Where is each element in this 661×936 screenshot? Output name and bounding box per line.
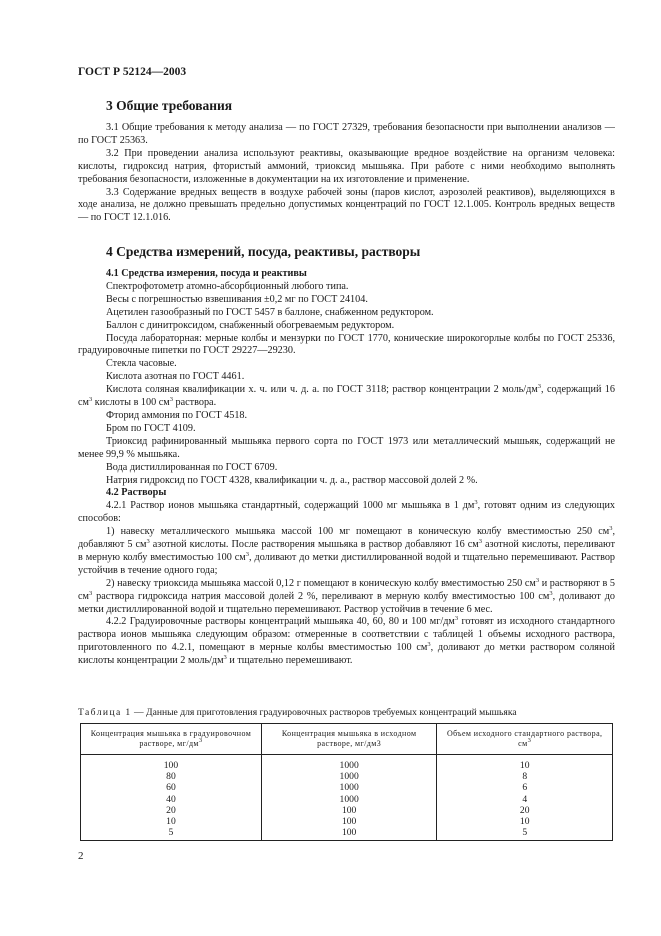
- list-item: Кислота азотная по ГОСТ 4461.: [106, 371, 245, 383]
- table-row: [81, 782, 613, 793]
- list-item: Бром по ГОСТ 4109.: [106, 422, 196, 434]
- table-cell: 1000: [261, 771, 437, 782]
- table-cell: 100: [261, 827, 437, 841]
- paragraph-3-1: 3.1 Общие требования к методу анализа — по ГОСТ 27329, требования безопасности при выполнении анализов — по ГОСТ 25363.: [78, 122, 615, 146]
- table-cell: 100: [261, 805, 437, 816]
- section-4-title: 4 Средства измерений, посуда, реактивы, растворы: [106, 244, 421, 259]
- table-cell: 10: [437, 755, 613, 772]
- section-4-body: [78, 268, 615, 668]
- table-row: [81, 805, 613, 816]
- table-cell: 10: [437, 816, 613, 827]
- table-cell: 1000: [261, 782, 437, 793]
- paragraph-4-2-2: 4.2.2 Градуировочные растворы концентраций мышьяка 40, 60, 80 и 100 $мг/дм^3$ готовят из исходного стандартного раствора ионов мышьяка следующим образом: отмеренные в соответствии с таблицей 1 объемы исходного раствора, приготовленного по 4.2.1, помещают в мерные колбы вместимостью 100 $см^3$, доливают до метки раствором соляной кислоты концентрации 2 моль/$дм^3$ и тщательно перемешивают.: [78, 615, 615, 667]
- paragraph-4-2-1: 4.2.1 Раствор ионов мышьяка стандартный, содержащий 1000 мг мышьяка в 1 $дм^3$, готовят одним из следующих способов:: [78, 499, 615, 525]
- table-row: [81, 827, 613, 841]
- table-header-cell: Объем исходного стандартного раствора, $см^3$: [437, 724, 613, 755]
- table-cell: 5: [81, 827, 262, 841]
- table-cell: 1000: [261, 794, 437, 805]
- list-item: Спектрофотометр атомно-абсорбционный любого типа.: [106, 280, 349, 292]
- list-item-hcl: Кислота соляная квалификации х. ч. или ч. д. а. по ГОСТ 3118; раствор концентрации 2 моль/$дм^3$, содержащий 16 $см^3$ кислоты в 100 $см^3$ раствора.: [78, 383, 615, 409]
- table-cell: 20: [81, 805, 262, 816]
- list-item: Триоксид рафинированный мышьяка первого сорта по ГОСТ 1973 или металлический мышьяк, содержащий не менее 99,9 % мышьяка.: [78, 435, 615, 460]
- table-cell: 1000: [261, 755, 437, 772]
- table-cell: 80: [81, 771, 262, 782]
- table-cell: 100: [81, 755, 262, 772]
- list-item: Натрия гидроксид по ГОСТ 4328, квалификации ч. д. а., раствор массовой долей 2 %.: [106, 474, 478, 486]
- table-row: [81, 771, 613, 782]
- calibration-table: [80, 723, 613, 841]
- list-item: Весы с погрешностью взвешивания ±0,2 мг по ГОСТ 24104.: [106, 293, 368, 305]
- section-3-body: [78, 122, 615, 225]
- subsection-4-2-title: 4.2 Растворы: [106, 487, 167, 499]
- list-item: Фторид аммония по ГОСТ 4518.: [106, 409, 248, 421]
- method-2: 2) навеску триоксида мышьяка массой 0,12 г помещают в коническую колбу вместимостью 250 $см^3$ и растворяют в 5 $см^3$ раствора гидроксида натрия массовой долей 2 %, переливают в мерную колбу вместимостью 100 $см^3$, доливают до метки дистиллированной водой и тщательно перемешивают. Раствор устойчив в течение 6 мес.: [78, 576, 615, 615]
- paragraph-3-3: 3.3 Содержание вредных веществ в воздухе рабочей зоны (паров кислот, аэрозолей реактивов), выделяющихся в ходе анализа, не должно превышать предельно допустимых концентраций по ГОСТ 12.1.005. Контроль вредных веществ — по ГОСТ 12.1.016.: [78, 186, 615, 224]
- table-header-cell: Концентрация мышьяка в градуировочном растворе, $мг/дм^3$: [81, 724, 262, 755]
- list-item: Вода дистиллированная по ГОСТ 6709.: [106, 461, 278, 473]
- table-cell: 10: [81, 816, 262, 827]
- table-header-cell: Концентрация мышьяка в исходном растворе, мг/дм3: [261, 724, 437, 755]
- list-item: Посуда лабораторная: мерные колбы и мензурки по ГОСТ 1770, конические широкогорлые колбы по ГОСТ 25336, градуировочные пипетки по ГОСТ 29227—29230.: [78, 332, 615, 357]
- page-number: 2: [78, 850, 84, 862]
- document-header: ГОСТ Р 52124—2003: [78, 66, 187, 78]
- method-1: 1) навеску металлического мышьяка массой 100 мг помещают в коническую колбу вместимостью 250 $см^3$, добавляют 5 $см^3$ азотной кислоты. После растворения мышьяка в раствор добавляют 16 $см^3$ азотной кислоты, переливают в мерную колбу вместимостью 100 $см^3$, доливают до метки дистиллированной водой и тщательно перемешивают. Раствор устойчив в течение одного года;: [78, 525, 616, 576]
- list-item: Ацетилен газообразный по ГОСТ 5457 в баллоне, снабженном редуктором.: [106, 306, 434, 318]
- table-cell: 40: [81, 794, 262, 805]
- paragraph-3-2: 3.2 При проведении анализа используют реактивы, оказывающие вредное воздействие на организм человека: кислоты, гидроксид натрия, фтористый аммоний, триоксид мышьяка. При работе с ними необходимо выполнять требования безопасности, изложенные в документации на их изготовление и применение.: [78, 147, 615, 185]
- list-item: Баллон с динитроксидом, снабженный обогреваемым редуктором.: [106, 319, 395, 331]
- table-cell: 60: [81, 782, 262, 793]
- subsection-4-1-title: 4.1 Средства измерения, посуда и реактивы: [106, 268, 307, 279]
- table-row: [81, 816, 613, 827]
- table-cell: 6: [437, 782, 613, 793]
- table-row: [81, 794, 613, 805]
- table-row: [81, 755, 613, 772]
- table-cell: 4: [437, 794, 613, 805]
- table-cell: 100: [261, 816, 437, 827]
- table-cell: 20: [437, 805, 613, 816]
- table-cell: 5: [437, 827, 613, 841]
- list-item: Стекла часовые.: [106, 358, 177, 370]
- table-caption: Таблица 1 — Данные для приготовления градуировочных растворов требуемых концентраций мышьяка: [78, 707, 517, 718]
- section-3-title: 3 Общие требования: [106, 98, 233, 113]
- table-cell: 8: [437, 771, 613, 782]
